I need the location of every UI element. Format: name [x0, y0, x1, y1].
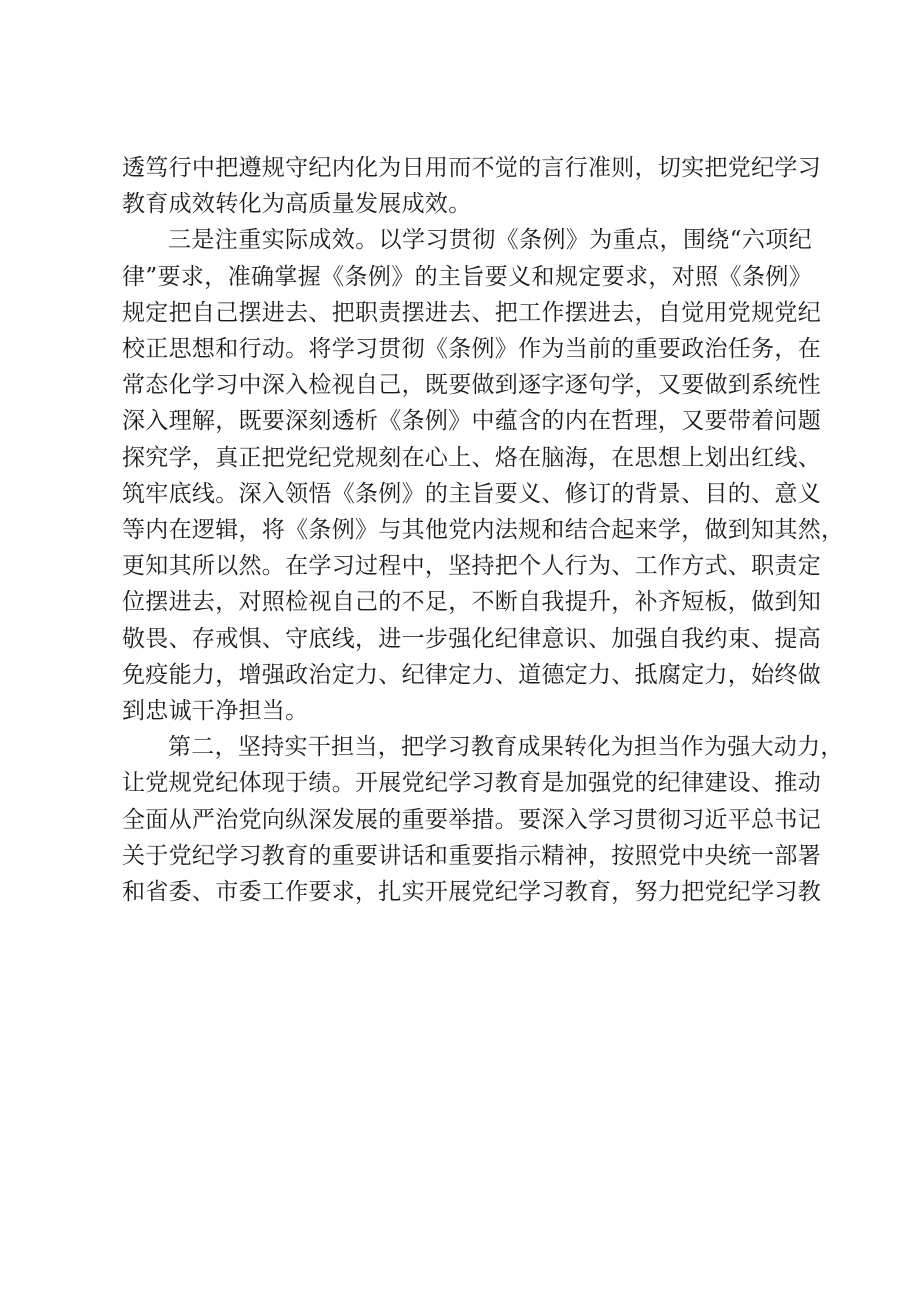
text-line: 免疫能力，增强政治定力、纪律定力、道德定力、抵腐定力，始终做: [122, 661, 821, 688]
paragraph-3: [122, 729, 844, 910]
text-line: 等内在逻辑，将《条例》与其他党内法规和结合起来学，做到知其然，: [122, 517, 845, 544]
text-line: 关于党纪学习教育的重要讲话和重要指示精神，按照党中央统一部署: [122, 842, 821, 869]
text-line: 律”要求，准确掌握《条例》的主旨要义和规定要求，对照《条例》: [122, 263, 812, 290]
paragraph-2: [122, 222, 845, 729]
text-line: 和省委、市委工作要求，扎实开展党纪学习教育，努力把党纪学习教: [122, 879, 821, 906]
text-line: 全面从严治党向纵深发展的重要举措。要深入学习贯彻习近平总书记: [122, 806, 821, 833]
paragraph-1: [122, 150, 821, 222]
text-line: 校正思想和行动。将学习贯彻《条例》作为当前的重要政治任务，在: [122, 336, 821, 363]
text-line: 敬畏、存戒惧、守底线，进一步强化纪律意识、加强自我约束、提高: [122, 625, 821, 652]
text-line: 第二，坚持实干担当，把学习教育成果转化为担当作为强大动力，: [168, 734, 844, 761]
body-text: [122, 150, 845, 910]
text-line: 教育成效转化为高质量发展成效。: [122, 191, 472, 218]
text-line: 到忠诚干净担当。: [122, 698, 309, 725]
text-line: 筑牢底线。深入领悟《条例》的主旨要义、修订的背景、目的、意义: [122, 480, 821, 507]
text-line: 规定把自己摆进去、把职责摆进去、把工作摆进去，自觉用党规党纪: [122, 299, 821, 326]
text-line: 透笃行中把遵规守纪内化为日用而不觉的言行准则，切实把党纪学习: [122, 155, 821, 181]
text-line: 三是注重实际成效。以学习贯彻《条例》为重点，围绕“六项纪: [168, 227, 812, 254]
text-line: 探究学，真正把党纪党规刻在心上、烙在脑海，在思想上划出红线、: [122, 444, 821, 471]
text-line: 让党规党纪体现于绩。开展党纪学习教育是加强党的纪律建设、推动: [122, 770, 821, 797]
text-line: 深入理解，既要深刻透析《条例》中蕴含的内在哲理，又要带着问题: [122, 408, 821, 435]
text-line: 位摆进去，对照检视自己的不足，不断自我提升，补齐短板，做到知: [122, 589, 821, 616]
text-line: 更知其所以然。在学习过程中，坚持把个人行为、工作方式、职责定: [122, 553, 821, 580]
text-line: 常态化学习中深入检视自己，既要做到逐字逐句学，又要做到系统性: [122, 372, 821, 399]
